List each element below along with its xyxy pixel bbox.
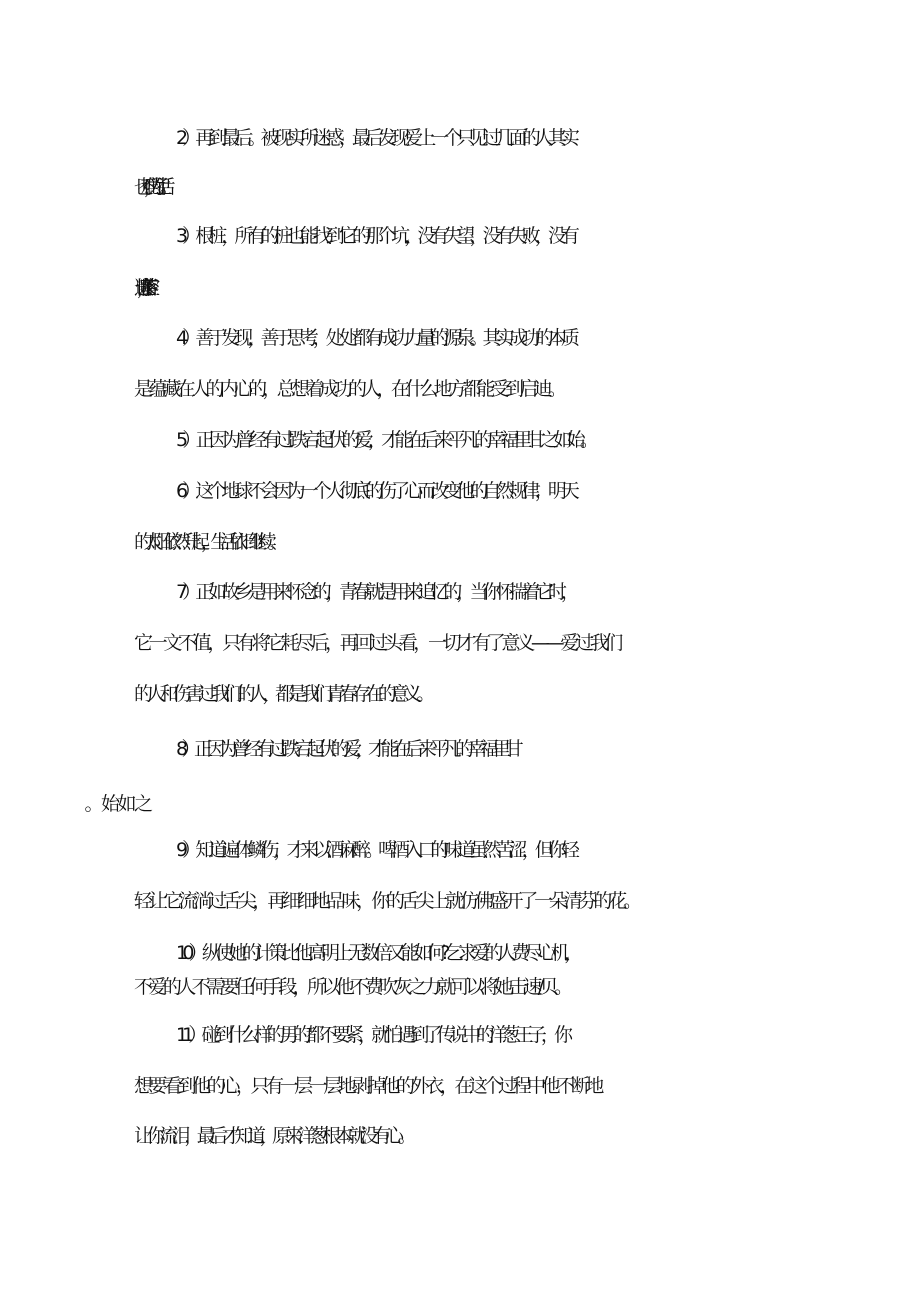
paragraph-6-line-1: 6）这个地球不会因为一个人彻底的伤了心而改变他的自然规律，明天 [176,480,574,502]
paragraph-9-line-1: 9）知道遍体鳞伤，才来以酒麻醉。啤酒入口的味道虽然苦涩，但你轻 [176,839,574,861]
paragraph-7-line-3: 的人和伤害过我们的人，都是我们青春存在的意义。 [134,683,430,705]
paragraph-4-line-2: 是蕴藏在人的内心的，总想着成功的人，在什么地方都能受到启迪。 [134,378,563,400]
paragraph-2-line-2: 也不难，为了生活。 [134,176,163,198]
paragraph-10-line-1: 10）纵使她的计策比他高明上无数倍又能如何?乞求爱的人费尽心机， [176,942,578,964]
paragraph-11-line-2: 想要看到他的心，只有一层一层地剥掉他的外衣，在这个过程中他不断地 [134,1075,600,1097]
paragraph-3-line-1: 3）根桩，所有的桩也能找到它的那个坑，没有失望，没有失败，没有 [176,225,574,247]
paragraph-2-line-1: 2）再到最后。被现实所迷惑，最后发现爱上一个只见过几面的人其实 [176,127,574,149]
paragraph-10-line-2: 不爱的人不需要任何手段，所以他不费吹灰之力就可以将她击速/贝。 [134,976,569,998]
paragraph-8-line-2 [0,792,920,816]
paragraph-7-line-1: 7）正如故乡是用来怀念的，青春就是用来追忆的，当你怀揣着它时， [176,581,574,603]
paragraph-8-line-1: 8）正因为曾经有过跌宕起伏的爱，才能在后来平凡的幸福里甘 [176,738,518,760]
paragraph-6-line-2: 的太阳依然升起，生活依旧继续。 [134,531,277,553]
paragraph-3-line-2: 遗恨，永不落空。 [134,277,145,299]
paragraph-7-line-2: 它一文不值，只有将它耗尽后，再回过头看，一切才有了意义——爱过我们 [134,632,620,654]
paragraph-4-line-1: 4）善于发现，善于思考，处处都有成功力量的源泉。其实成功的本质 [176,327,574,349]
paragraph-11-line-3: 让你流泪，最后才知道，原来洋葱根本就没有心。 [134,1125,411,1147]
paragraph-11-line-1: 11）碰到什么样的男的都不要紧，就怕遇到了传说中的洋葱王子，你 [176,1024,568,1046]
paragraph-9-line-2: 轻让它流淌过舌尖，再细细地品味，你的舌尖上就仿佛盛开了一朵清芬的花。 [134,890,638,912]
paragraph-5-line-1: 5）正因为曾经有过跌宕起伏的爱，才能在后来平凡的幸福里甘之如始。 [176,429,594,451]
